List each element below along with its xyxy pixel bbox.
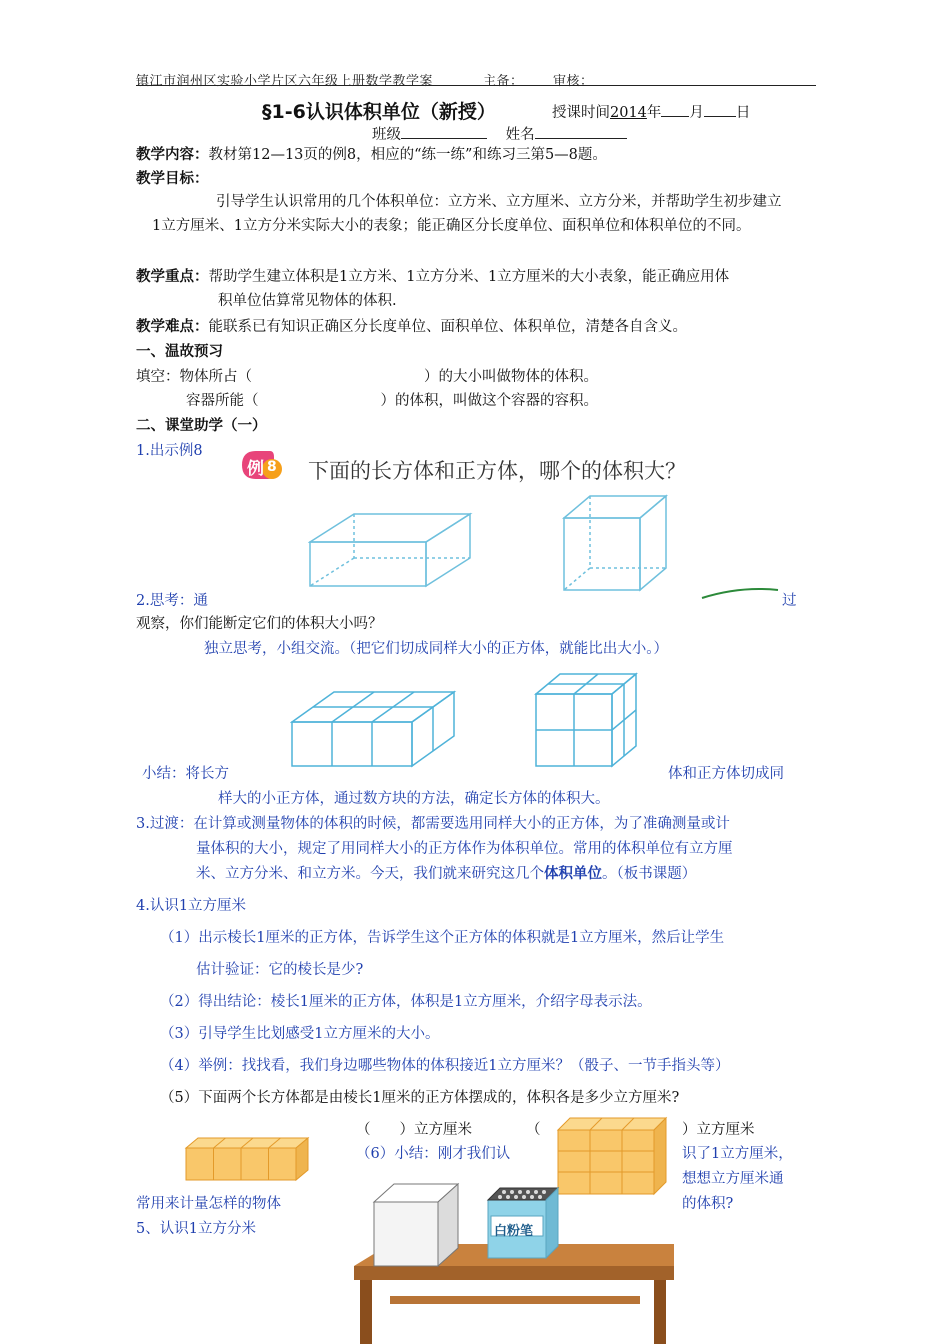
step-3a: 3.过渡：在计算或测量物体的体积的时候，都需要选用同样大小的正方体，为了准确测量或计 <box>136 816 730 832</box>
cut-cuboid-figure <box>290 676 460 768</box>
step-4-4: （4）举例：找找看，我们身边哪些物体的体积接近1立方厘米？（骰子、一节手指头等） <box>160 1058 730 1074</box>
year-suffix: 年 <box>646 105 662 121</box>
curve-decoration <box>700 586 780 600</box>
goals-label: 教学目标： <box>136 170 209 187</box>
name-blank[interactable] <box>535 124 627 139</box>
difficulty: 教学难点：能联系已有知识正确区分长度单位、面积单位、体积单位，清楚各自含义。 <box>136 318 687 335</box>
fill-blank-1: 填空：物体所占（ ）的大小叫做物体的体积。 <box>136 369 598 385</box>
summary-b: 体和正方体切成同 <box>668 766 784 782</box>
month-blank[interactable] <box>661 102 689 117</box>
step-4-5: （5）下面两个长方体都是由棱长1厘米的正方体摆成的，体积各是多少立方厘米? <box>160 1090 680 1106</box>
header-school: 镇江市润州区实验小学片区六年级上册数学教学案 <box>136 74 434 89</box>
teaching-content: 教学内容：教材第12—13页的例8，相应的“练一练”和练习三第5—8题。 <box>136 146 607 163</box>
step-4-1a: （1）出示棱长1厘米的正方体，告诉学生这个正方体的体积就是1立方厘米，然后让学生 <box>160 930 725 946</box>
class-name-row <box>372 124 627 144</box>
fill-blank-2: 容器所能（ ）的体积，叫做这个容器的容积。 <box>186 393 598 409</box>
badge-text: 例 <box>247 459 264 479</box>
step-4-2: （2）得出结论：棱长1厘米的正方体，体积是1立方厘米，介绍字母表示法。 <box>160 994 652 1010</box>
step-5: 5、认识1立方分米 <box>136 1221 256 1237</box>
table-illustration <box>354 1166 674 1344</box>
chalk-label: 白粉笔 <box>494 1224 534 1239</box>
year-value: 2014 <box>610 105 647 121</box>
right-note-2: 想想立方厘米通 <box>682 1171 784 1187</box>
step-4-6: （6）小结：刚才我们认 <box>356 1146 511 1162</box>
goals-line1: 引导学生认识常用的几个体积单位：立方米、立方厘米、立方分米，并帮助学生初步建立 <box>216 194 782 210</box>
summary-c: 样大的小正方体，通过数方块的方法，确定长方体的体积大。 <box>218 791 610 807</box>
step-1: 1.出示例8 <box>136 443 203 459</box>
header-preparer: 主备： <box>483 74 524 89</box>
block-row-figure <box>184 1136 314 1182</box>
month-label: 月 <box>689 105 704 121</box>
cube-figure <box>562 494 672 594</box>
name-label: 姓名 <box>505 127 535 143</box>
step-3b: 量体积的大小，规定了用同样大小的正方体作为体积单位。常用的体积单位有立方厘 <box>196 841 733 857</box>
step-4-1b: 估计验证：它的棱长是少? <box>196 962 364 978</box>
step-2c: 观察，你们能断定它们的体积大小吗？ <box>136 616 383 632</box>
step-3c: 米、立方分米、和立方米。今天，我们就来研究这几个体积单位。（板书课题） <box>196 865 697 882</box>
section2-title: 二、课堂助学（一） <box>136 417 267 434</box>
badge-number: 8 <box>267 459 277 475</box>
example-question: 下面的长方体和正方体，哪个的体积大？ <box>308 459 686 483</box>
day-label: 日 <box>735 105 751 121</box>
class-label: 班级 <box>372 127 401 143</box>
day-blank[interactable] <box>704 102 736 117</box>
cut-cube-figure <box>534 672 638 768</box>
step-2d: 独立思考，小组交流。（把它们切成同样大小的正方体，就能比出大小。） <box>204 641 668 657</box>
left-note: 常用来计量怎样的物体 <box>136 1196 281 1212</box>
answer-2-close: ）立方厘米 <box>682 1122 755 1138</box>
answer-1: （ ）立方厘米 <box>356 1122 472 1138</box>
right-note-3: 的体积? <box>682 1196 734 1212</box>
header-reviewer: 审核： <box>553 74 594 89</box>
lesson-time <box>552 102 750 122</box>
header-rule <box>136 85 816 86</box>
time-label: 授课时间 <box>552 105 610 121</box>
section1-title: 一、温故预习 <box>136 343 223 360</box>
answer-2-open: （ <box>526 1122 541 1138</box>
step-4-title: 4.认识1立方厘米 <box>136 898 247 914</box>
step-2a: 2.思考：通 <box>136 593 208 609</box>
page-title: §1-6认识体积单位（新授） <box>262 101 496 123</box>
right-note-1: 识了1立方厘米， <box>682 1146 793 1162</box>
example-badge <box>240 447 280 483</box>
key-points: 教学重点：帮助学生建立体积是1立方米、1立方分米、1立方厘米的大小表象，能正确应用体 <box>136 268 730 285</box>
step-4-3: （3）引导学生比划感受1立方厘米的大小。 <box>160 1026 440 1042</box>
class-blank[interactable] <box>401 124 487 139</box>
goals-line2: 1立方厘米、1立方分米实际大小的表象；能正确区分长度单位、面积单位和体积单位的不同。 <box>152 218 751 234</box>
step-2b: 过 <box>782 593 797 609</box>
summary-a: 小结：将长方 <box>142 766 229 782</box>
cuboid-figure <box>308 512 478 588</box>
key-points-line2: 积单位估算常见物体的体积. <box>218 293 397 309</box>
